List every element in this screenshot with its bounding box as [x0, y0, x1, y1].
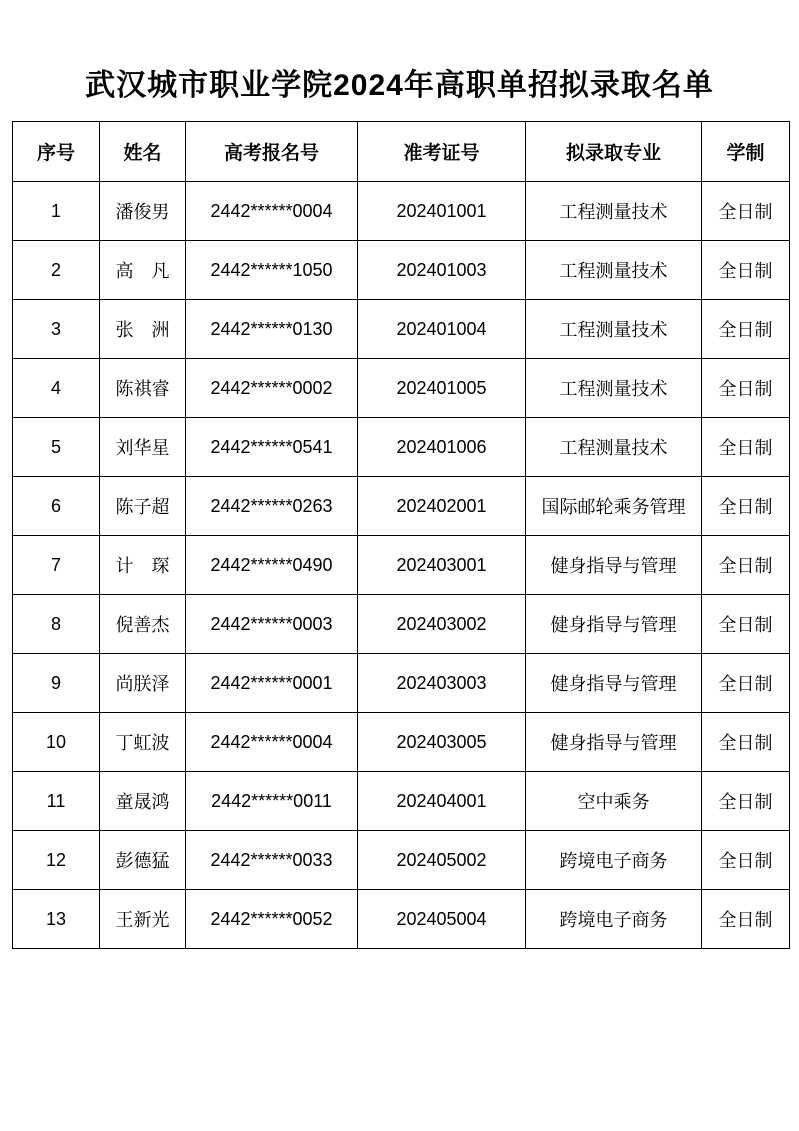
cell-index: 13 — [13, 890, 100, 949]
cell-name: 陈祺睿 — [100, 359, 186, 418]
table-row — [13, 477, 790, 536]
cell-schooling: 全日制 — [702, 713, 790, 772]
cell-index: 1 — [13, 182, 100, 241]
cell-index: 10 — [13, 713, 100, 772]
cell-schooling: 全日制 — [702, 241, 790, 300]
table-header-row — [13, 122, 790, 182]
column-header-schooling: 学制 — [702, 122, 790, 182]
cell-exam-reg-number: 2442******0003 — [186, 595, 358, 654]
table-row — [13, 890, 790, 949]
page-title: 武汉城市职业学院2024年高职单招拟录取名单 — [85, 69, 714, 102]
cell-exam-reg-number: 2442******0011 — [186, 772, 358, 831]
cell-name: 张 洲 — [100, 300, 186, 359]
table-row — [13, 713, 790, 772]
cell-name: 倪善杰 — [100, 595, 186, 654]
cell-name: 王新光 — [100, 890, 186, 949]
table-row — [13, 418, 790, 477]
cell-exam-reg-number: 2442******0004 — [186, 182, 358, 241]
cell-name: 潘俊男 — [100, 182, 186, 241]
table-body — [13, 182, 790, 949]
cell-schooling: 全日制 — [702, 536, 790, 595]
cell-major: 国际邮轮乘务管理 — [526, 477, 702, 536]
cell-major: 跨境电子商务 — [526, 831, 702, 890]
cell-schooling: 全日制 — [702, 654, 790, 713]
table-row — [13, 182, 790, 241]
cell-schooling: 全日制 — [702, 477, 790, 536]
admission-list-table — [12, 121, 790, 949]
cell-index: 2 — [13, 241, 100, 300]
cell-index: 6 — [13, 477, 100, 536]
cell-major: 健身指导与管理 — [526, 595, 702, 654]
cell-major: 健身指导与管理 — [526, 654, 702, 713]
cell-major: 跨境电子商务 — [526, 890, 702, 949]
cell-exam-reg-number: 2442******0001 — [186, 654, 358, 713]
cell-index: 9 — [13, 654, 100, 713]
cell-name: 刘华星 — [100, 418, 186, 477]
cell-ticket-number: 202403001 — [358, 536, 526, 595]
cell-major: 工程测量技术 — [526, 300, 702, 359]
cell-exam-reg-number: 2442******0263 — [186, 477, 358, 536]
table-row — [13, 595, 790, 654]
table-row — [13, 772, 790, 831]
cell-ticket-number: 202405004 — [358, 890, 526, 949]
table-row — [13, 359, 790, 418]
cell-schooling: 全日制 — [702, 359, 790, 418]
cell-name: 计 琛 — [100, 536, 186, 595]
cell-index: 12 — [13, 831, 100, 890]
cell-ticket-number: 202402001 — [358, 477, 526, 536]
table-row — [13, 536, 790, 595]
cell-name: 高 凡 — [100, 241, 186, 300]
cell-major: 工程测量技术 — [526, 418, 702, 477]
cell-exam-reg-number: 2442******0130 — [186, 300, 358, 359]
cell-exam-reg-number: 2442******0052 — [186, 890, 358, 949]
cell-name: 童晟鸿 — [100, 772, 186, 831]
column-header-exam-reg: 高考报名号 — [186, 122, 358, 182]
column-header-index: 序号 — [13, 122, 100, 182]
cell-index: 8 — [13, 595, 100, 654]
cell-index: 4 — [13, 359, 100, 418]
cell-index: 11 — [13, 772, 100, 831]
cell-major: 工程测量技术 — [526, 359, 702, 418]
cell-exam-reg-number: 2442******0541 — [186, 418, 358, 477]
cell-schooling: 全日制 — [702, 418, 790, 477]
cell-ticket-number: 202401006 — [358, 418, 526, 477]
cell-ticket-number: 202404001 — [358, 772, 526, 831]
cell-name: 彭德猛 — [100, 831, 186, 890]
cell-ticket-number: 202401004 — [358, 300, 526, 359]
cell-ticket-number: 202401003 — [358, 241, 526, 300]
column-header-name: 姓名 — [100, 122, 186, 182]
cell-name: 陈子超 — [100, 477, 186, 536]
cell-major: 工程测量技术 — [526, 182, 702, 241]
column-header-ticket-no: 准考证号 — [358, 122, 526, 182]
cell-ticket-number: 202401001 — [358, 182, 526, 241]
table-row — [13, 241, 790, 300]
table-row — [13, 831, 790, 890]
cell-major: 工程测量技术 — [526, 241, 702, 300]
cell-ticket-number: 202405002 — [358, 831, 526, 890]
cell-major: 健身指导与管理 — [526, 536, 702, 595]
cell-exam-reg-number: 2442******0002 — [186, 359, 358, 418]
cell-ticket-number: 202403003 — [358, 654, 526, 713]
cell-schooling: 全日制 — [702, 890, 790, 949]
cell-schooling: 全日制 — [702, 772, 790, 831]
table-row — [13, 654, 790, 713]
cell-exam-reg-number: 2442******0004 — [186, 713, 358, 772]
cell-exam-reg-number: 2442******0033 — [186, 831, 358, 890]
cell-schooling: 全日制 — [702, 831, 790, 890]
cell-name: 尚朕泽 — [100, 654, 186, 713]
cell-index: 5 — [13, 418, 100, 477]
cell-ticket-number: 202403005 — [358, 713, 526, 772]
cell-index: 3 — [13, 300, 100, 359]
cell-major: 空中乘务 — [526, 772, 702, 831]
column-header-major: 拟录取专业 — [526, 122, 702, 182]
cell-exam-reg-number: 2442******1050 — [186, 241, 358, 300]
cell-index: 7 — [13, 536, 100, 595]
cell-schooling: 全日制 — [702, 182, 790, 241]
cell-exam-reg-number: 2442******0490 — [186, 536, 358, 595]
cell-schooling: 全日制 — [702, 595, 790, 654]
cell-ticket-number: 202403002 — [358, 595, 526, 654]
cell-name: 丁虹波 — [100, 713, 186, 772]
table-row — [13, 300, 790, 359]
cell-schooling: 全日制 — [702, 300, 790, 359]
cell-ticket-number: 202401005 — [358, 359, 526, 418]
cell-major: 健身指导与管理 — [526, 713, 702, 772]
